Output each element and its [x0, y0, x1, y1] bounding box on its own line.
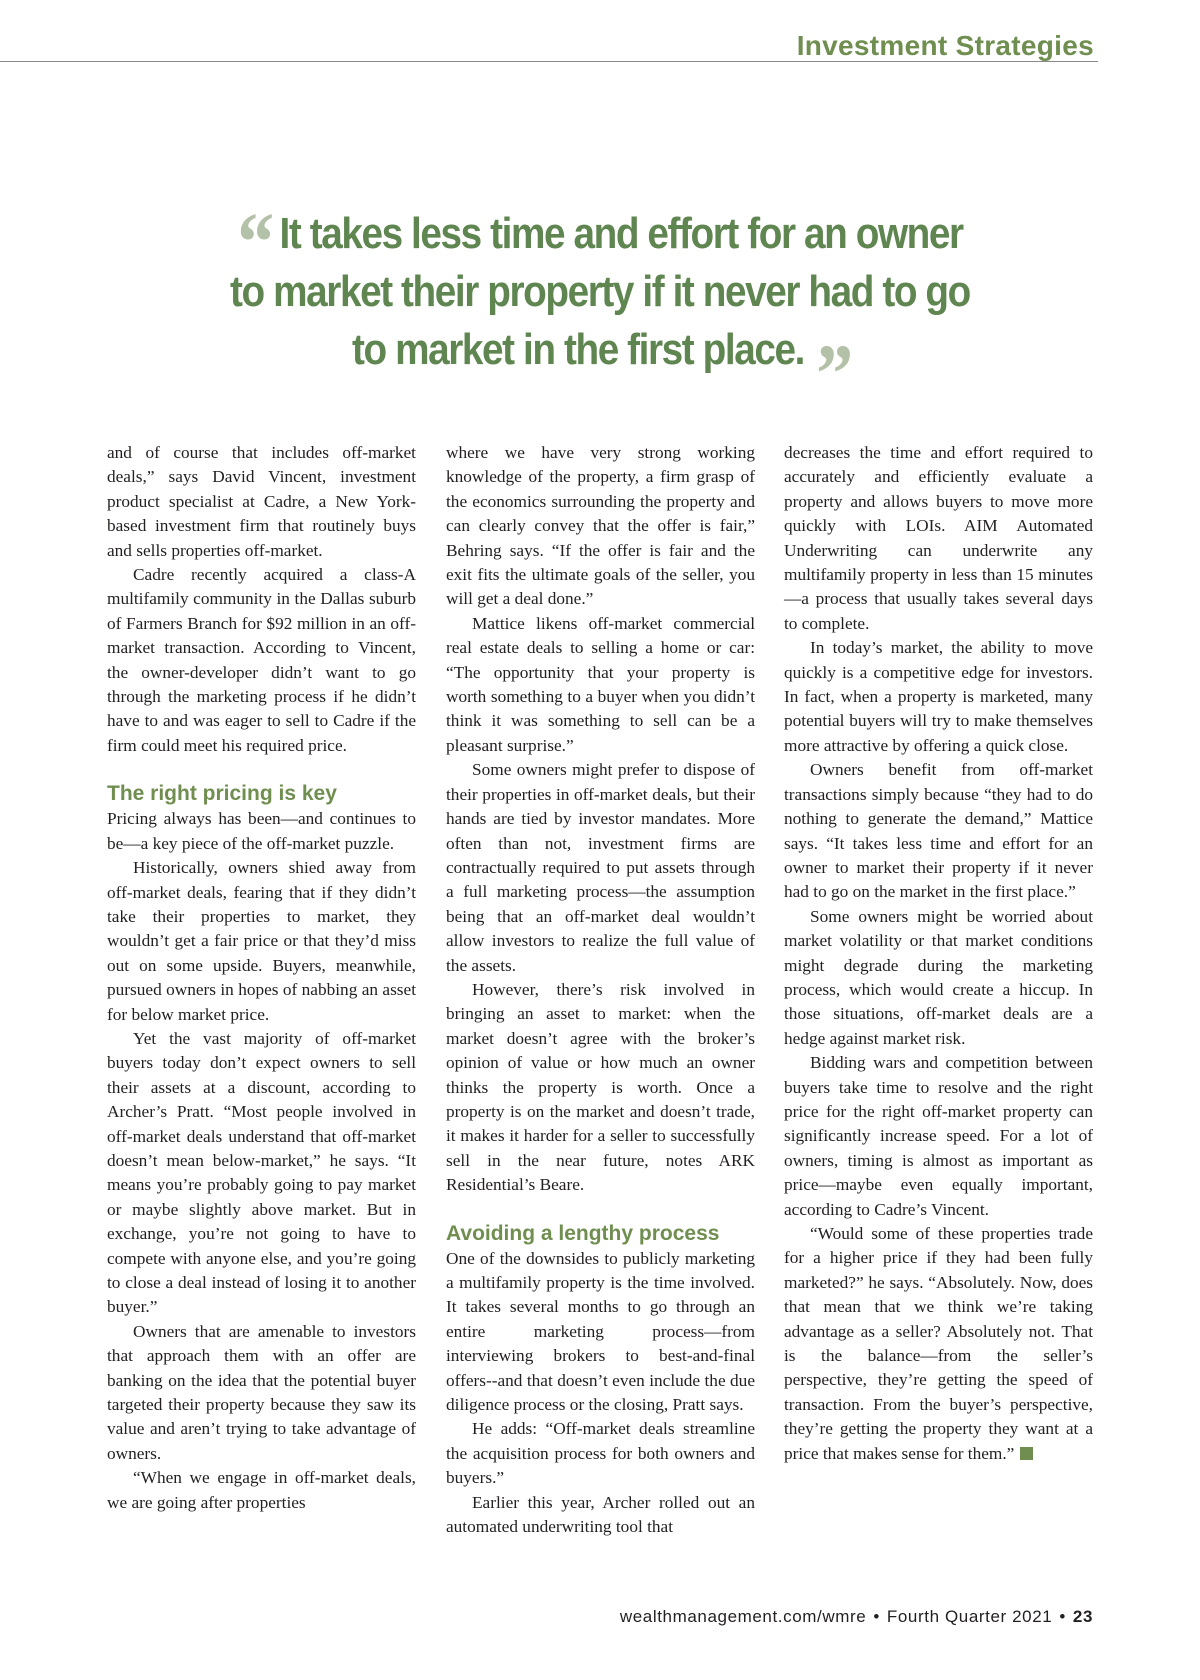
paragraph: Some owners might be worried about market volatility or that market conditions might degrade during the marketing process, which would create a hiccup. In those situations, off-market deals are a hedge against market risk. — [784, 906, 1093, 1048]
paragraph: Owners benefit from off-market transactions simply because “they had to do nothing to generate the demand,” Mattice says. “It takes less time and effort for an owner to market their property if it never had to go on the market in the first place.” — [784, 760, 1093, 902]
paragraph: Pricing always has been—and continues to be—a key piece of the off-market puzzle. — [107, 809, 416, 853]
section-title: Investment Strategies — [796, 30, 1094, 61]
subheading-lengthy-process: Avoiding a lengthy process — [446, 1221, 720, 1245]
paragraph: Yet the vast majority of off-market buyers today don’t expect owners to sell their assets at a discount, according to Archer’s Pratt. “Most people involved in off-market deals understand that off-market doesn’t mean below-market,” he says. “It means you’re probably going to pay market or maybe slightly above market. But in exchange, you’re not going to have to compete with anyone else, and you’re going to close a deal instead of losing it to another buyer.” — [107, 1028, 416, 1317]
subheading-pricing: The right pricing is key — [107, 782, 337, 806]
paragraph: Mattice likens off-market commercial real estate deals to selling a home or car: “The opportunity that your property is worth something to a buyer when you didn’t think it was something to sell can be a pleasant surprise.” — [446, 613, 755, 755]
paragraph: One of the downsides to publicly marketing a multifamily property is the time involved. It takes several months to go through an entire marketing process—from interviewing brokers to best-and-final offers--and that doesn’t even include the due diligence process or the closing, Pratt says. — [446, 1248, 755, 1415]
article-column-3 — [784, 441, 1093, 1466]
paragraph: where we have very strong working knowledge of the property, a firm grasp of the economics surrounding the property and can clearly convey that the offer is fair,” Behring says. “If the offer is fair and the exit fits the ultimate goals of the seller, you will get a deal done.” — [446, 443, 755, 609]
footer-issue: Fourth Quarter 2021 — [886, 1607, 1053, 1626]
paragraph: “When we engage in off-market deals, we are going after properties — [107, 1468, 416, 1512]
paragraph: Bidding wars and competition between buyers take time to resolve and the right price for the right off-market property can significantly increase speed. For a lot of owners, timing is almost as important as price—maybe even equally important, according to Cadre’s Vincent. — [784, 1053, 1093, 1219]
footer-bullet: • — [1059, 1607, 1066, 1626]
paragraph — [784, 1222, 1093, 1466]
pull-quote-text: It takes less time and effort for an owner to market their property if it never had to go to market in the first place. — [230, 209, 970, 374]
pull-quote — [222, 196, 979, 421]
paragraph: Cadre recently acquired a class-A multifamily community in the Dallas suburb of Farmers Branch for $92 million in an off-market transaction. According to Vincent, the owner-developer didn’t want to go through the marketing process if he didn’t have to and was eager to sell to Cadre if the firm could meet his required price. — [107, 565, 416, 755]
end-of-article-square-icon — [1020, 1447, 1033, 1460]
paragraph: Some owners might prefer to dispose of their properties in off-market deals, but their hands are tied by investor mandates. More often than not, investment firms are contractually required to put assets through a full marketing process—the assumption being that an off-market deal wouldn’t allow investors to realize the full value of the assets. — [446, 760, 755, 975]
paragraph: decreases the time and effort required to accurately and efficiently evaluate a property and allows buyers to move more quickly with LOIs. AIM Automated Underwriting can underwrite any multifamily property in less than 15 minutes—a process that usually takes several days to complete. — [784, 443, 1093, 633]
paragraph: However, there’s risk involved in bringing an asset to market: when the market doesn’t agree with the broker’s opinion of value or how much an owner thinks the property is worth. Once a property is on the market and doesn’t trade, it makes it harder for a seller to successfully sell in the near future, notes ARK Residential’s Beare. — [446, 979, 755, 1195]
paragraph: Historically, owners shied away from off-market deals, fearing that if they didn’t take their properties to market, they wouldn’t get a fair price or that they’d miss out on some upside. Buyers, meanwhile, pursued owners in hopes of nabbing an asset for below market price. — [107, 858, 416, 1024]
footer-bullet: • — [873, 1607, 880, 1626]
paragraph: Earlier this year, Archer rolled out an automated underwriting tool that — [446, 1492, 755, 1537]
paragraph-text: “Would some of these properties trade for a higher price if they had been fully marketed?” he says. “Absolutely. Now, does that mean that we think we’re taking advantage as a seller? Absolutely not. That is the balance—from the seller’s perspective, they’re getting the speed of transaction. From the buyer’s perspective, they’re getting the property they want at a price that makes sense for them.” — [784, 1224, 1093, 1463]
paragraph: and of course that includes off-market deals,” says David Vincent, investment product specialist at Cadre, a New York-based investment firm that routinely buys and sells properties off-market. — [107, 443, 416, 560]
paragraph: In today’s market, the ability to move quickly is a competitive edge for investors. In fact, when a property is marketed, many potential buyers will try to make themselves more attractive by offering a quick close. — [784, 638, 1093, 755]
close-quote-mark: ” — [816, 328, 848, 421]
article-column-2 — [446, 441, 755, 1539]
footer-site-url: wealthmanagement.com/wmre — [619, 1607, 867, 1626]
article-column-1 — [107, 441, 416, 1515]
paragraph: He adds: “Off-market deals streamline the acquisition process for both owners and buyers.” — [446, 1419, 755, 1488]
paragraph: Owners that are amenable to investors that approach them with an offer are banking on the idea that the potential buyer targeted their property because they saw its value and aren’t trying to take advantage of owners. — [107, 1321, 416, 1463]
page-number: 23 — [1072, 1607, 1093, 1626]
page-footer — [620, 1607, 1093, 1627]
open-quote-mark: “ — [237, 196, 269, 289]
